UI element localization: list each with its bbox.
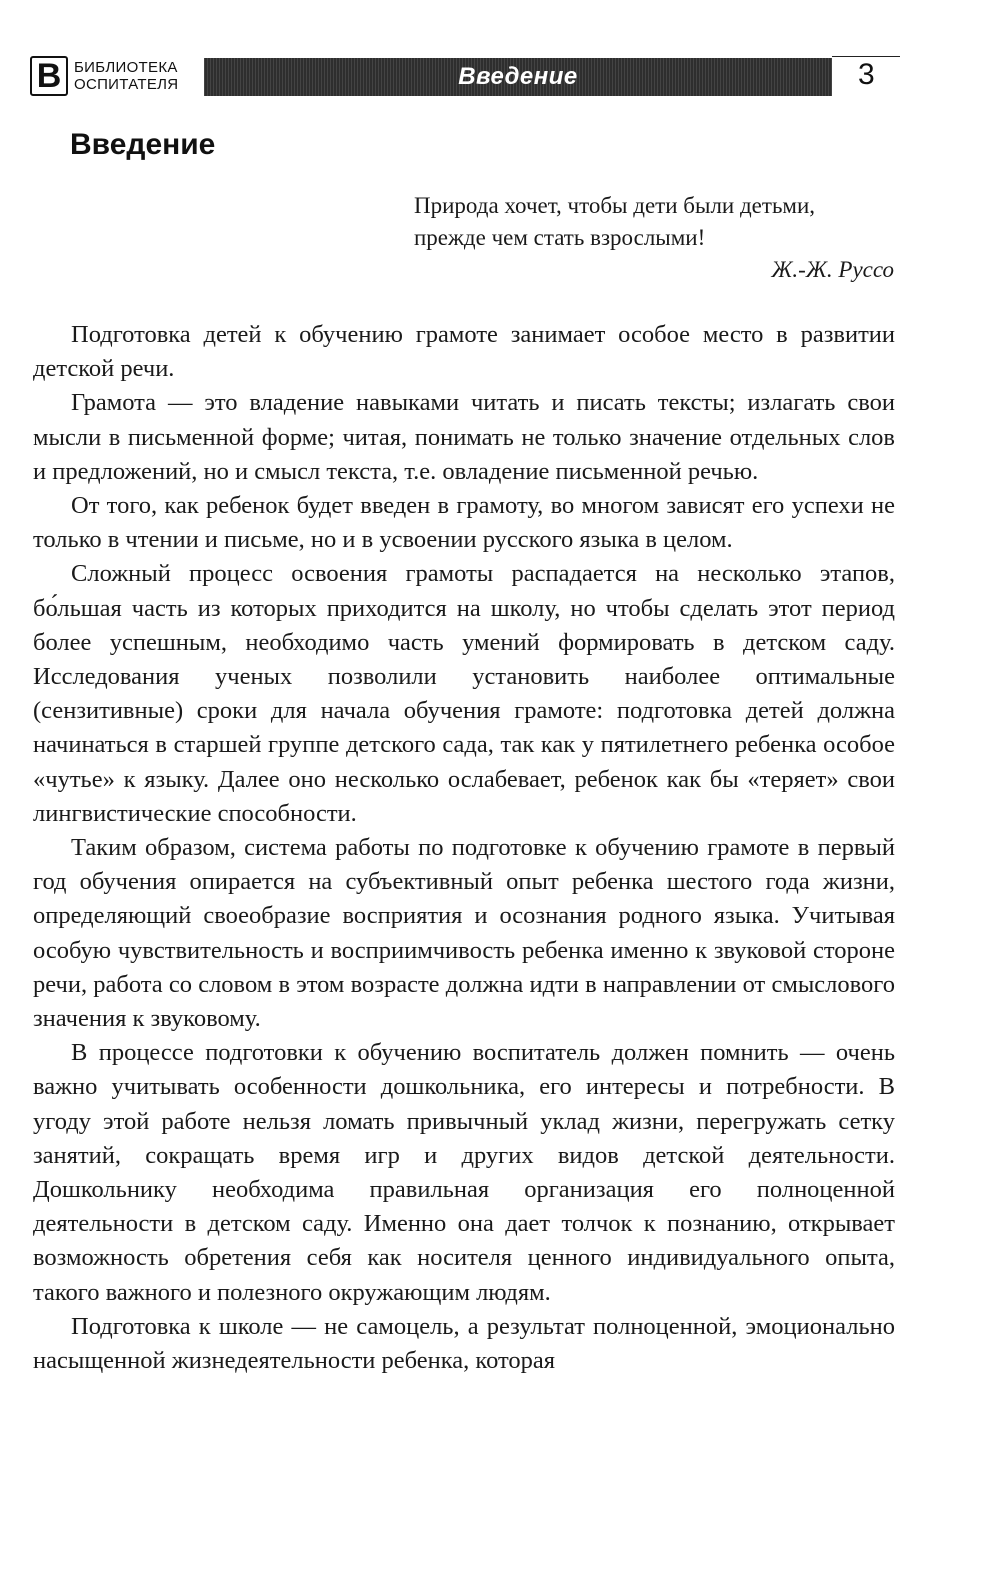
paragraph: Подготовка детей к обучению грамоте занимает особое место в развитии детской речи. xyxy=(33,321,895,383)
header-rule xyxy=(832,56,900,57)
logo-line-2: ОСПИТАТЕЛЯ xyxy=(74,76,179,93)
chapter-title: Введение xyxy=(70,128,216,161)
epigraph-author: Ж.-Ж. Руссо xyxy=(771,257,894,282)
logo-line-1: БИБЛИОТЕКА xyxy=(74,59,178,76)
logo-letter-box: В xyxy=(30,56,68,96)
section-title-bar xyxy=(204,58,832,96)
page-header xyxy=(30,52,900,102)
paragraph: Грамота — это владение навыками читать и писать тексты; излагать свои мысли в письменной форме; читая, понимать не только значение отдельных слов и предложений, но и смысл текста, т.е. овладение письменной речью. xyxy=(33,389,895,485)
body-text xyxy=(33,318,895,1378)
running-section-title: Введение xyxy=(458,63,578,90)
paragraph: Сложный процесс освоения грамоты распадается на несколько этапов, бо́льшая часть из которых приходится на школу, но чтобы сделать этот период более успешным, необходимо часть умений формировать в детском саду. Исследования ученых позволили установить наиболее оптимальные (сензитивные) сроки для начала обучения грамоте: подготовка детей должна начинаться в старшей группе детского сада, так как у пятилетнего ребенка особое «чутье» к языку. Далее оно несколько ослабевает, ребенок как бы «теряет» свои лингвистические способности. xyxy=(33,560,895,827)
paragraph: От того, как ребенок будет введен в грамоту, во многом зависят его успехи не только в чтении и письме, но и в усвоении русского языка в целом. xyxy=(33,492,895,554)
logo-text xyxy=(74,59,178,93)
paragraph: В процессе подготовки к обучению воспитатель должен помнить — очень важно учитывать особенности дошкольника, его интересы и потребности. В угоду этой работе нельзя ломать привычный уклад жизни, перегружать сетку занятий, сокращать время игр и других видов детской деятельности. Дошкольнику необходима правильная организация его полноценной деятельности в детском саду. Именно она дает толчок к познанию, открывает возможность обретения себя как носителя ценного индивидуального опыта, такого важного и полезного окружающим людям. xyxy=(33,1039,895,1306)
paragraph: Подготовка к школе — не самоцель, а результат полноценной, эмоционально насыщенной жизнедеятельности ребенка, которая xyxy=(33,1312,895,1375)
epigraph xyxy=(414,190,894,286)
paragraph: Таким образом, система работы по подготовке к обучению грамоте в первый год обучения опирается на субъективный опыт ребенка шестого года жизни, определяющий своеобразие восприятия и осознания родного языка. Учитывая особую чувствительность и восприимчивость ребенка именно к звуковой стороне речи, работа со словом в этом возрасте должна идти в направлении от смыслового значения к звуковому. xyxy=(33,834,895,1033)
epigraph-line-2: прежде чем стать взрослыми! xyxy=(414,225,706,250)
series-logo xyxy=(30,52,204,100)
epigraph-line-1: Природа хочет, чтобы дети были детьми, xyxy=(414,193,816,218)
page-number: 3 xyxy=(858,58,875,91)
